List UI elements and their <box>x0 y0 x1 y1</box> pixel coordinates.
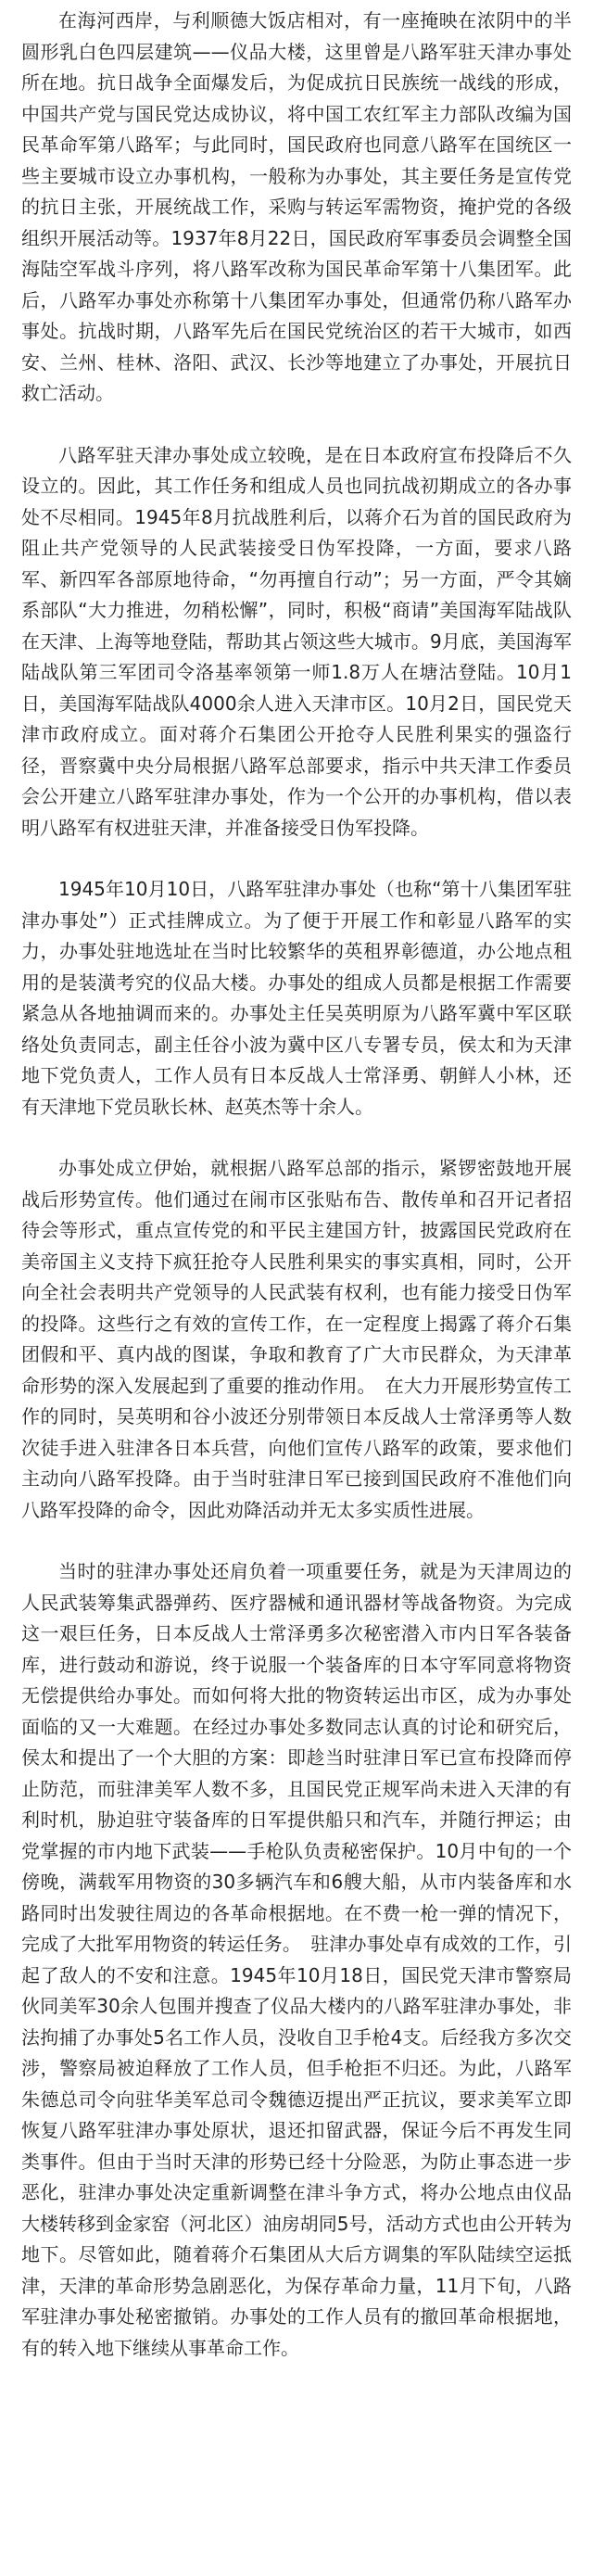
paragraph-4: 办事处成立伊始，就根据八路军总部的指示，紧锣密鼓地开展战后形势宣传。他们通过在闹市区张贴布告、散传单和召开记者招待会等形式，重点宣传党的和平民主建国方针，披露国民党政府在美帝国主义支持下疯狂抢夺人民胜利果实的事实真相，同时，公开向全社会表明共产党领导的人民武装有权利，也有能力接受日伪军的投降。这些行之有效的宣传工作，在一定程度上揭露了蒋介石集团假和平、真内战的图谋，争取和教育了广大市民群众，为天津革命形势的深入发展起到了重要的推动作用。 在大力开展形势宣传工作的同时，吴英明和谷小波还分别带领日本反战人士常泽勇等人数次徒手进入驻津各日本兵营，向他们宣传八路军的政策，要求他们主动向八路军投降。由于当时驻津日军已接到国民政府不准他们向八路军投降的命令，因此劝降活动并无太多实质性进展。 <box>21 1157 572 1521</box>
paragraph-2: 八路军驻天津办事处成立较晚，是在日本政府宣布投降后不久设立的。因此，其工作任务和组成人员也同抗战初期成立的各办事处不尽相同。1945年8月抗战胜利后，以蒋介石为首的国民政府为阻止共产党领导的人民武装接受日伪军投降，一方面，要求八路军、新四军各部原地待命，“勿再擅自行动”；另一方面，严令其嫡系部队“大力推进，勿稍松懈”，同时，积极“商请”美国海军陆战队在天津、上海等地登陆，帮助其占领这些大城市。9月底，美国海军陆战队第三军团司令洛基率领第一师1.8万人在塘沽登陆。10月1日，美国海军陆战队4000余人进入天津市区。10月2日，国民党天津市政府成立。面对蒋介石集团公开抢夺人民胜利果实的强盗行径，晋察冀中央分局根据八路军总部要求，指示中共天津工作委员会公开建立八路军驻津办事处，作为一个公开的办事机构，借以表明八路军有权进驻天津，并准备接受日伪军投降。 <box>21 443 572 839</box>
paragraph-3: 1945年10月10日，八路军驻津办事处（也称“第十八集团军驻津办事处”）正式挂牌成立。为了便于开展工作和彰显八路军的实力，办事处驻地选址在当时比较繁华的英租界彰德道，办公地点租用的是装潢考究的仪品大楼。办事处的组成人员都是根据工作需要紧急从各地抽调而来的。办事处主任吴英明原为八路军冀中军区联络处负责同志，副主任谷小波为冀中区八专署专员，侯太和为天津地下党负责人，工作人员有日本反战人士常泽勇、朝鲜人小林，还有天津地下党员耿长林、赵英杰等十余人。 <box>21 878 572 1118</box>
paragraph-5: 当时的驻津办事处还肩负着一项重要任务，就是为天津周边的人民武装筹集武器弹药、医疗器械和通讯器材等战备物资。为完成这一艰巨任务，日本反战人士常泽勇多次秘密潜入市内日军各装备库，进行鼓动和游说，终于说服一个装备库的日本守军同意将物资无偿提供给办事处。而如何将大批的物资转运出市区，成为办事处面临的又一大难题。在经过办事处多数同志认真的讨论和研究后，侯太和提出了一个大胆的方案：即趁当时驻津日军已宣布投降而停止防范，而驻津美军人数不多，且国民党正规军尚未进入天津的有利时机，胁迫驻守装备库的日军提供船只和汽车，并随行押运；由党掌握的市内地下武装——手枪队负责秘密保护。10月中旬的一个傍晚，满载军用物资的30多辆汽车和6艘大船，从市内装备库和水路同时出发驶往周边的各革命根据地。在不费一枪一弹的情况下，完成了大批军用物资的转运任务。 驻津办事处卓有成效的工作，引起了敌人的不安和注意。1945年10月18日，国民党天津市警察局伙同美军30余人包围并搜查了仪品大楼内的八路军驻津办事处，非法拘捕了办事处5名工作人员，没收自卫手枪4支。后经我方多次交涉，警察局被迫释放了工作人员，但手枪拒不归还。为此，八路军朱德总司令向驻华美军总司令魏德迈提出严正抗议，要求美军立即恢复八路军驻津办事处原状，退还扣留武器，保证今后不再发生同类事件。但由于当时天津的形势已经十分险恶，为防止事态进一步恶化，驻津办事处决定重新调整在津斗争方式，将办公地点由仪品大楼转移到金家窑（河北区）油房胡同5号，活动方式也由公开转为地下。尽管如此，随着蒋介石集团从大后方调集的军队陆续空运抵津，天津的革命形势急剧恶化，为保存革命力量，11月下旬，八路军驻津办事处秘密撤销。办事处的工作人员有的撤回革命根据地，有的转入地下继续从事革命工作。 <box>21 1560 572 2359</box>
paragraph-1: 在海河西岸，与利顺德大饭店相对，有一座掩映在浓阴中的半圆形乳白色四层建筑——仪品大楼，这里曾是八路军驻天津办事处所在地。抗日战争全面爆发后，为促成抗日民族统一战线的形成，中国共产党与国民党达成协议，将中国工农红军主力部队改编为国民革命军第八路军；与此同时，国民政府也同意八路军在国统区一些主要城市设立办事机构，一般称为办事处，其主要任务是宣传党的抗日主张，开展统战工作，采购与转运军需物资，掩护党的各级组织开展活动等。1937年8月22日，国民政府军事委员会调整全国海陆空军战斗序列，将八路军改称为国民革命军第十八集团军。此后，八路军办事处亦称第十八集团军办事处，但通常仍称八路军办事处。抗战时期，八路军先后在国民党统治区的若干大城市，如西安、兰州、桂林、洛阳、武汉、长沙等地建立了办事处，开展抗日救亡活动。 <box>21 9 572 404</box>
